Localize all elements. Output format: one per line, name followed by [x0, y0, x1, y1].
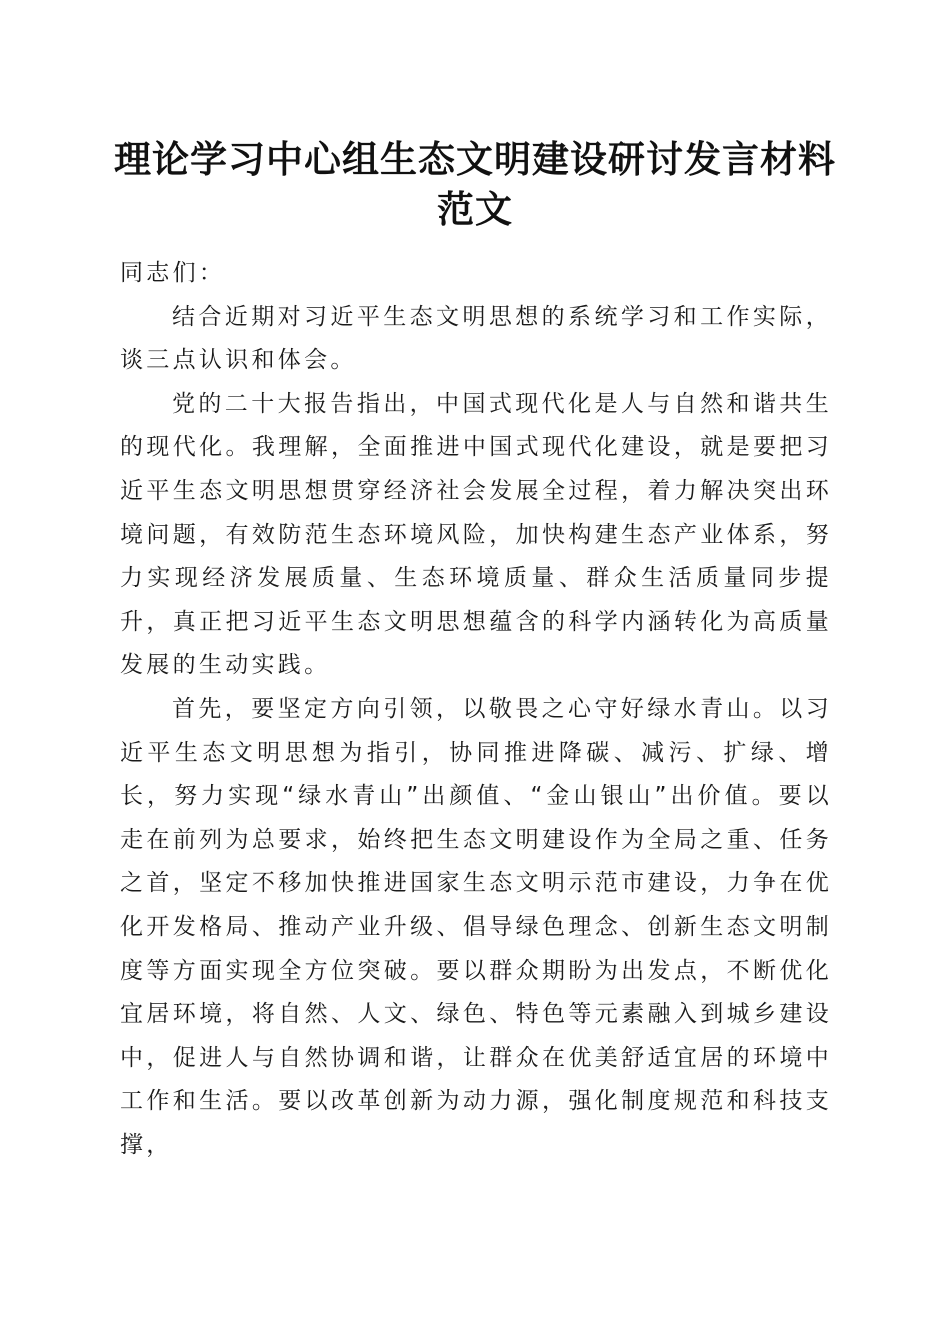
salutation: 同志们： [120, 260, 226, 286]
paragraph-first-point: 首先，要坚定方向引领，以敬畏之心守好绿水青山。以习近平生态文明思想为指引，协同推进降碳、减污、扩绿、增长，努力实现“绿水青山”出颜值、“金山银山”出价值。要以走在前列为总要求，始终把生态文明建设作为全局之重、任务之首，坚定不移加快推进国家生态文明示范市建设，力争在优化开发格局、推动产业升级、倡导绿色理念、创新生态文明制度等方面实现全方位突破。要以群众期盼为出发点，不断优化宜居环境，将自然、人文、绿色、特色等元素融入到城乡建设中，促进人与自然协调和谐，让群众在优美舒适宜居的环境中工作和生活。要以改革创新为动力源，强化制度规范和科技支撑， [120, 695, 832, 1158]
paragraph-report: 党的二十大报告指出，中国式现代化是人与自然和谐共生的现代化。我理解，全面推进中国式现代化建设，就是要把习近平生态文明思想贯穿经济社会发展全过程，着力解决突出环境问题，有效防范生态环境风险，加快构建生态产业体系，努力实现经济发展质量、生态环境质量、群众生活质量同步提升，真正把习近平生态文明思想蕴含的科学内涵转化为高质量发展的生动实践。 [120, 390, 832, 679]
paragraph-intro: 结合近期对习近平生态文明思想的系统学习和工作实际，谈三点认识和体会。 [120, 303, 832, 374]
document-body [120, 252, 832, 1167]
document-title: 理论学习中心组生态文明建设研讨发言材料范文 [114, 137, 836, 231]
